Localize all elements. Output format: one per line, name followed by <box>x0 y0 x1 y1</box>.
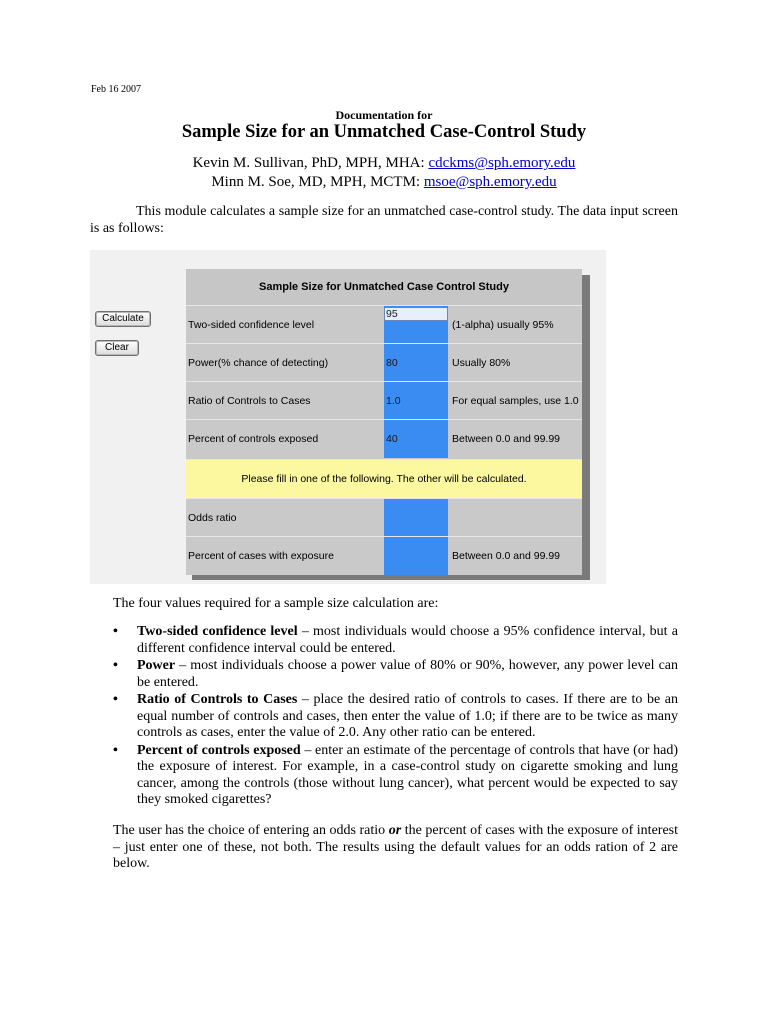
date: Feb 16 2007 <box>91 84 141 95</box>
table-row-power <box>186 343 582 382</box>
table-row-controls-exposed <box>186 419 582 458</box>
table-row-cases-exposed <box>186 536 582 575</box>
bullet-text: – most individuals choose a power value of 80% or 90%, however, any power level can be entered. <box>137 658 678 690</box>
bullets-lead: The four values required for a sample size calculation are: <box>113 596 439 611</box>
author-1-name: Kevin M. Sullivan, PhD, MPH, MHA: <box>192 155 429 171</box>
fill-in-notice: Please fill in one of the following. The other will be calculated. <box>186 459 582 498</box>
row-hint: (1-alpha) usually 95% <box>452 319 554 331</box>
author-line-1 <box>0 155 768 172</box>
bullet-text: – most individuals would choose a 95% confidence interval, but a different confidence interval could be entered. <box>137 624 678 656</box>
closing-before: The user has the choice of entering an odds ratio <box>113 823 389 838</box>
confidence-value: 95 <box>386 308 398 320</box>
clear-button[interactable]: Clear <box>95 340 139 356</box>
calculate-button[interactable]: Calculate <box>95 311 151 327</box>
bullet-dot: • <box>113 658 118 673</box>
author-line-2 <box>0 174 768 191</box>
table-row-odds-ratio <box>186 498 582 537</box>
confidence-input[interactable] <box>384 307 448 321</box>
odds-ratio-input[interactable] <box>384 499 448 537</box>
list-item <box>113 658 678 691</box>
doc-for-label: Documentation for <box>335 108 433 122</box>
cases-exposed-input[interactable] <box>384 537 448 575</box>
bullet-dot: • <box>113 742 118 758</box>
power-value: 80 <box>386 357 398 369</box>
table-title: Sample Size for Unmatched Case Control Study <box>186 269 582 305</box>
bullet-dot: • <box>113 692 118 707</box>
power-input[interactable] <box>384 344 448 382</box>
controls-exposed-input[interactable] <box>384 420 448 458</box>
row-label: Percent of controls exposed <box>188 433 319 445</box>
list-item <box>113 692 678 742</box>
confidence-input-cell <box>384 306 448 344</box>
bullet-term: Ratio of Controls to Cases <box>137 692 298 707</box>
row-hint: Between 0.0 and 99.99 <box>452 433 561 445</box>
author-2-name: Minn M. Soe, MD, MPH, MCTM: <box>211 174 424 190</box>
row-hint: For equal samples, use 1.0 <box>452 395 579 407</box>
bullet-term: Percent of controls exposed <box>137 742 301 758</box>
bullet-list <box>113 624 678 810</box>
input-table <box>186 269 582 574</box>
closing-paragraph <box>113 823 678 873</box>
page-title: Sample Size for an Unmatched Case-Control Study <box>181 122 587 142</box>
bullet-text: – place the desired ratio of controls to cases. If there are to be an equal number of controls and cases, then enter the value of 1.0; if there are to be twice as many controls as cases, enter the value of 2.0. Any other ratio can be entered. <box>137 692 678 740</box>
row-label: Power(% chance of detecting) <box>188 357 329 369</box>
intro-paragraph: This module calculates a sample size for an unmatched case-control study. The data input screen is as follows: <box>90 204 678 236</box>
bullet-text: – enter an estimate of the percentage of controls that have (or had) the exposure of interest. For example, in a case-control study on cigarette smoking and lung cancer, among the controls (those without lung cancer), what percent would be expected to say they smoked cigarettes? <box>137 742 678 807</box>
list-item <box>113 743 678 809</box>
table-row-confidence <box>186 305 582 344</box>
bullet-dot: • <box>113 624 118 639</box>
row-label: Odds ratio <box>188 512 237 524</box>
row-label: Ratio of Controls to Cases <box>188 395 311 407</box>
row-hint: Between 0.0 and 99.99 <box>452 550 561 562</box>
closing-emphasis: or <box>388 823 402 838</box>
closing-after: the percent of cases with the exposure of interest – just enter one of these, not both. The results using the default values for an odds ration of 2 are below. <box>113 823 678 871</box>
list-item <box>113 624 678 657</box>
author-1-email-link[interactable]: cdckms@sph.emory.edu <box>428 155 576 171</box>
ratio-input[interactable] <box>384 382 448 420</box>
author-2-email-link[interactable]: msoe@sph.emory.edu <box>423 174 557 190</box>
table-row-ratio <box>186 381 582 420</box>
ratio-value: 1.0 <box>386 395 401 407</box>
row-hint: Usually 80% <box>452 357 511 369</box>
input-screen-screenshot <box>90 250 606 584</box>
row-label: Two-sided confidence level <box>188 319 315 331</box>
bullet-term: Power <box>137 658 176 673</box>
bullet-term: Two-sided confidence level <box>137 624 298 639</box>
controls-exposed-value: 40 <box>386 433 398 445</box>
row-label: Percent of cases with exposure <box>188 550 334 562</box>
